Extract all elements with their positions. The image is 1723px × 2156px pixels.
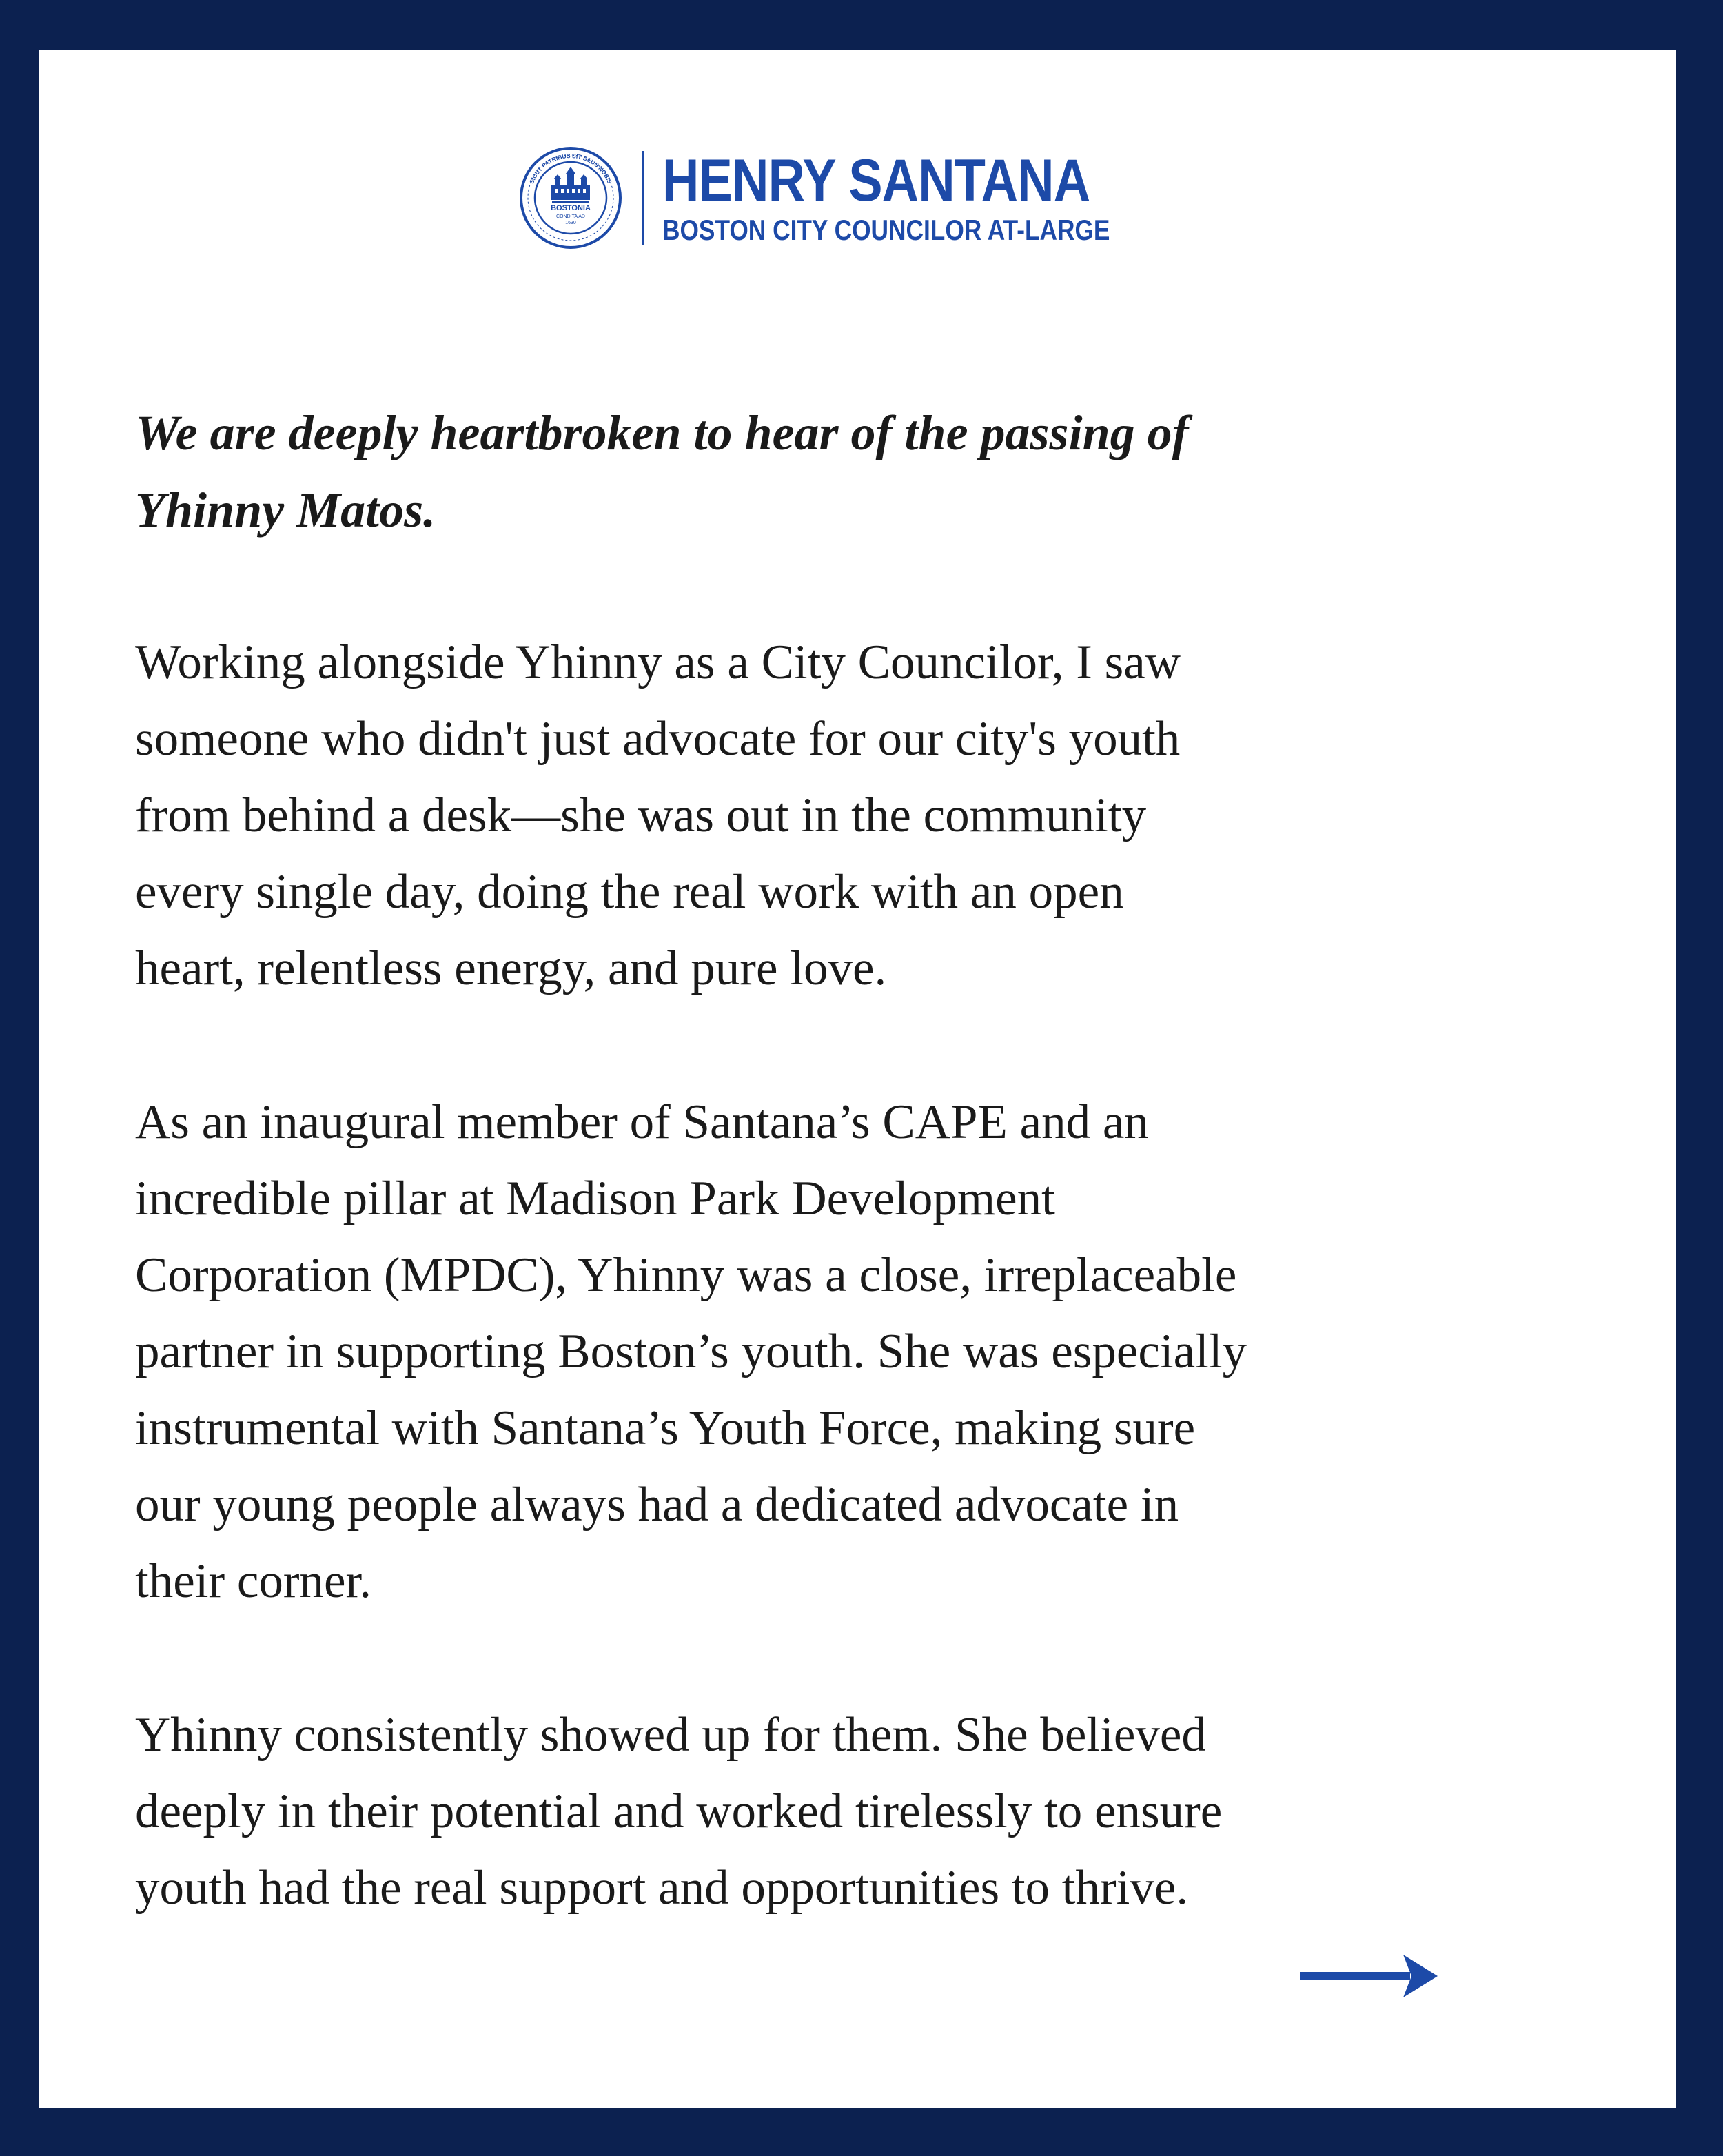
text-line: instrumental with Santana’s Youth Force, making sure [135,1401,1196,1455]
paragraph-3 [135,1697,1651,1926]
seal-motto: SICUT PATRIBUS SIT DEUS NOBIS [528,152,614,185]
paragraph-1 [135,624,1651,1007]
header [39,146,1676,250]
text-line: As an inaugural member of Santana’s CAPE and an [135,1095,1149,1149]
lead-heading [135,394,1651,549]
city-seal-logo [519,146,622,250]
seal-text-condita: CONDITA AD [556,214,586,219]
text-line: Working alongside Yhinny as a City Councilor, I saw [135,635,1181,689]
header-divider [642,151,644,245]
text-line: every single day, doing the real work with an open [135,865,1124,919]
text-line: their corner. [135,1554,372,1608]
text-line: from behind a desk—she was out in the community [135,789,1147,842]
lead-line: We are deeply heartbroken to hear of the passing of [135,405,1189,460]
paragraph-2 [135,1084,1651,1620]
arrow-right-icon[interactable] [1300,1952,1438,2000]
text-line: Yhinny consistently showed up for them. She believed [135,1708,1206,1762]
text-line: youth had the real support and opportunities to thrive. [135,1861,1189,1915]
text-line: deeply in their potential and worked tirelessly to ensure [135,1784,1223,1838]
text-line: partner in supporting Boston’s youth. She was especially [135,1325,1247,1379]
statement-body [135,394,1651,1926]
councilor-title: BOSTON CITY COUNCILOR AT-LARGE [662,214,1110,246]
text-line: someone who didn't just advocate for our city's youth [135,712,1181,766]
text-line: our young people always had a dedicated advocate in [135,1478,1179,1532]
councilor-name: HENRY SANTANA [662,148,1090,214]
name-block [662,148,1195,246]
lead-line: Yhinny Matos. [135,482,436,538]
seal-text-year: 1630 [565,221,577,225]
text-line: Corporation (MPDC), Yhinny was a close, irreplaceable [135,1248,1237,1302]
seal-text-bostonia: BOSTONIA [551,204,591,212]
statement-card [39,50,1676,2108]
text-line: incredible pillar at Madison Park Development [135,1172,1055,1226]
text-line: heart, relentless energy, and pure love. [135,942,887,995]
